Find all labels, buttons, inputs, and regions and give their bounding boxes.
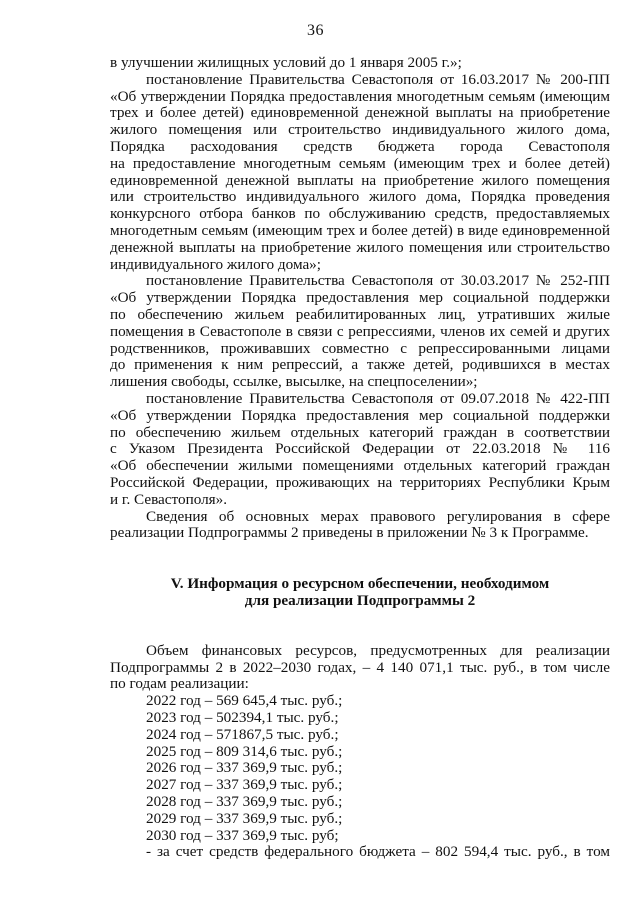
page-number: 36 [307,22,324,39]
text-line: «Об утверждении Порядка предоставления многодетным семьям (имеющим [110,87,610,105]
paragraph [110,273,610,391]
section-heading [110,576,610,610]
spacer [110,559,610,576]
funding-by-year-list [110,693,610,844]
text-line: Сведения об основных мерах правового регулирования в сфере [146,507,610,525]
text-line: «Об утверждении Порядка предоставления мер социальной поддержки [110,289,610,307]
legal-acts-list [110,55,610,542]
text-line: по обеспечению жильем реабилитированных лиц, утративших жилые [110,305,610,323]
text-line: Порядка расходования средств бюджета города Севастополя [110,137,610,155]
section-heading-line: для реализации Подпрограммы 2 [244,591,476,609]
text-line: многодетным семьям (имеющим трех и более детей) в виде единовременной [110,221,610,239]
year-funding-item: 2028 год – 337 369,9 тыс. руб.; [146,793,343,811]
section-heading-line: V. Информация о ресурсном обеспечении, необходимом [170,574,550,592]
text-line: постановление Правительства Севастополя от 09.07.2018 № 422-ПП [146,389,610,407]
funding-paragraph [110,643,610,693]
text-line: Российской Федерации, проживающих на территориях Республики Крым [110,473,610,491]
text-line: лишения свободы, ссылке, высылке, на спецпоселении»; [110,373,478,391]
paragraph [110,72,610,274]
year-funding-item: 2022 год – 569 645,4 тыс. руб.; [146,692,343,710]
text-line: и г. Севастополя». [110,490,228,508]
year-funding-item: 2027 год – 337 369,9 тыс. руб.; [146,776,343,794]
year-funding-item: 2026 год – 337 369,9 тыс. руб.; [146,759,343,777]
text-line: с Указом Президента Российской Федерации от 22.03.2018 № 116 [110,440,610,458]
text-line: или строительство индивидуального жилого дома, Порядка проведения [110,188,610,206]
text-line: до применения к ним репрессий, а также детей, родившихся в местах [110,356,610,374]
paragraph [110,391,610,509]
federal-budget-line: - за счет средств федерального бюджета – 802 594,4 тыс. руб., в том [146,843,610,861]
spacer [110,609,610,626]
text-line: в улучшении жилищных условий до 1 января 2005 г.»; [110,54,462,71]
paragraph [110,55,610,72]
year-funding-item: 2025 год – 809 314,6 тыс. руб.; [146,742,343,760]
year-funding-item: 2023 год – 502394,1 тыс. руб.; [146,709,339,727]
year-funding-item: 2030 год – 337 369,9 тыс. руб; [146,826,339,844]
text-line: денежной выплаты на приобретение жилого помещения или строительство [110,238,610,256]
text-line: конкурсного отбора банков по обслуживанию средств, предоставляемых [110,205,610,223]
text-line: индивидуального жилого дома»; [110,255,321,273]
text-line: помещения в Севастополе в связи с репрессиями, членов их семей и других [110,322,610,340]
paragraph [110,509,610,543]
spacer [110,542,610,559]
text-line: на предоставление многодетным семьям (имеющим трех и более детей) [110,154,610,172]
year-funding-item: 2029 год – 337 369,9 тыс. руб.; [146,809,343,827]
text-line: постановление Правительства Севастополя от 30.03.2017 № 252-ПП [146,272,610,290]
year-funding-item: 2024 год – 571867,5 тыс. руб.; [146,725,339,743]
text-line: постановление Правительства Севастополя от 16.03.2017 № 200-ПП [146,70,610,88]
text-line: родственников, проживавших совместно с репрессированными лицами [110,339,610,357]
text-line: «Об обеспечении жилыми помещениями отдельных категорий граждан [110,457,610,475]
document-body [110,55,610,861]
text-line: «Об утверждении Порядка предоставления мер социальной поддержки [110,406,610,424]
text-line: единовременной денежной выплаты на приобретение жилого помещения [110,171,610,189]
text-line: Объем финансовых ресурсов, предусмотренных для реализации [146,641,610,659]
spacer [110,626,610,643]
text-line: Подпрограммы 2 в 2022–2030 годах, – 4 140 071,1 тыс. руб., в том числе [110,658,610,676]
text-line: жилого помещения или строительство индивидуального жилого дома, [110,121,610,139]
text-line: трех и более детей) единовременной денежной выплаты на приобретение [110,104,610,122]
text-line: по годам реализации: [110,675,249,693]
text-line: реализации Подпрограммы 2 приведены в приложении № 3 к Программе. [110,524,589,542]
text-line: по обеспечению жильем отдельных категорий граждан в соответствии [110,423,610,441]
paragraph [110,643,610,693]
